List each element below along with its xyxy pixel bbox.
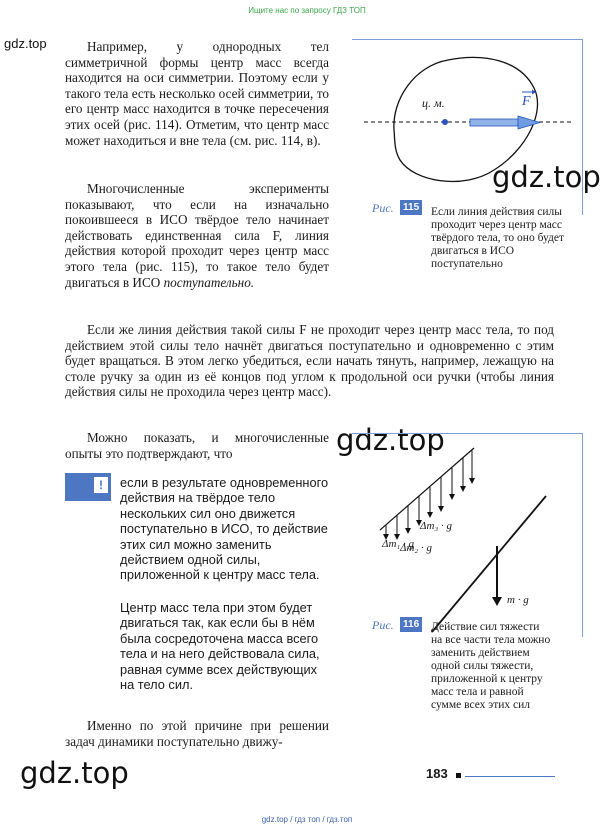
- header-watermark[interactable]: Ищите нас по запросу ГДЗ ТОП: [248, 6, 366, 15]
- paragraph-5: [65, 718, 329, 749]
- paragraph-3: [65, 322, 554, 400]
- force-arrow-shaft: [470, 119, 518, 126]
- rule-text-1: если в результате одновременного действия на твёрдое тело нескольких сил оно движется поступательно в ИСО, то действие этих сил можно заменить действием одной силы, приложенной к центру масс тела.: [120, 475, 329, 583]
- paragraph-4-text: Можно показать, и многочисленные опыты это подтверждают, что: [65, 430, 329, 461]
- paragraph-2: [65, 181, 329, 290]
- center-of-mass-dot: [442, 119, 448, 125]
- figure-116-caption: Действие сил тяжести на все части тела можно заменить действием одной силы тяжести, приложенной к центру масс тела и равной сумме всех этих сил: [431, 621, 551, 711]
- page-number: 183: [426, 766, 448, 781]
- figure-116-diagram: [352, 434, 582, 637]
- page-number-bullet: [456, 773, 461, 778]
- paragraph-1-text: Например, у однородных тел симметричной формы центр масс всегда находится на оси симметрии. Поэтому если у такого тела есть несколько осей симметрии, то его центр масс находится в точке пересечения этих осей (рис. 114). Отметим, что центр масс может находиться и вне тела (см. рис. 114, в).: [65, 39, 329, 148]
- paragraph-2-emphasis: поступательно.: [163, 274, 255, 290]
- paragraph-4: [65, 430, 329, 461]
- label-m-g: m · g: [507, 594, 529, 606]
- watermark-gdz-small: gdz.top: [4, 36, 47, 51]
- center-of-mass-label: ц. м.: [422, 96, 445, 110]
- figure-116-frame: [352, 433, 583, 637]
- paragraph-2-text: Многочисленные эксперименты показывают, что если на изначально покоившееся в ИСО твёрдое тело начинает действовать единственная сила F, линия действия которой проходит через центр масс этого тела (рис. 115), то такое тело будет двигаться в ИСО: [65, 181, 329, 290]
- paragraph-3-text: Если же линия действия такой силы F не проходит через центр масс тела, то под действием этой силы тело начнёт двигаться поступательно и одновременно с этим будет вращаться. В этом легко убедиться, если начать тянуть, например, лежащую на столе ручку за один из её концов под углом к продольной оси ручки (чтобы линия действия силы не проходила через центр масс).: [65, 322, 554, 400]
- figure-116-number: 116: [400, 617, 422, 632]
- paragraph-1: [65, 39, 329, 148]
- paragraph-5-text: Именно по этой причине при решении задач динамики поступательно движу-: [65, 718, 329, 749]
- figure-115-number: 115: [400, 200, 422, 215]
- watermark-gdz-figure-115: gdz.top: [492, 160, 601, 194]
- label-dm1-g: Δm₁ · g: [382, 538, 414, 550]
- force-label: F: [522, 94, 531, 109]
- rule-text-2: Центр масс тела при этом будет двигаться так, как если бы в нём была сосредоточена масса всего тела и на него действовала сила, равная сумме всех действующих на тело сил.: [120, 600, 320, 693]
- figure-115-caption: Если линия действия силы проходит через центр масс твёрдого тела, то оно будет двигаться в ИСО поступательно: [431, 206, 564, 270]
- watermark-gdz-figure-116: gdz.top: [336, 423, 445, 457]
- exclamation-icon: !: [94, 477, 108, 493]
- label-dm2-g: Δm₂ · g: [400, 542, 432, 554]
- figure-115-ris-label: Рис.: [372, 201, 394, 215]
- force-arrow-head: [518, 116, 540, 129]
- rule-marker: [65, 473, 111, 501]
- figure-116-ris-label: Рис.: [372, 618, 394, 632]
- footer-links[interactable]: gdz.top / гдз топ / гдз.топ: [261, 815, 353, 824]
- page-rule: [465, 776, 555, 777]
- watermark-gdz-bottom: gdz.top: [20, 756, 129, 790]
- rod-body: [432, 496, 546, 632]
- label-dm3-g: Δm₃ · g: [420, 520, 452, 532]
